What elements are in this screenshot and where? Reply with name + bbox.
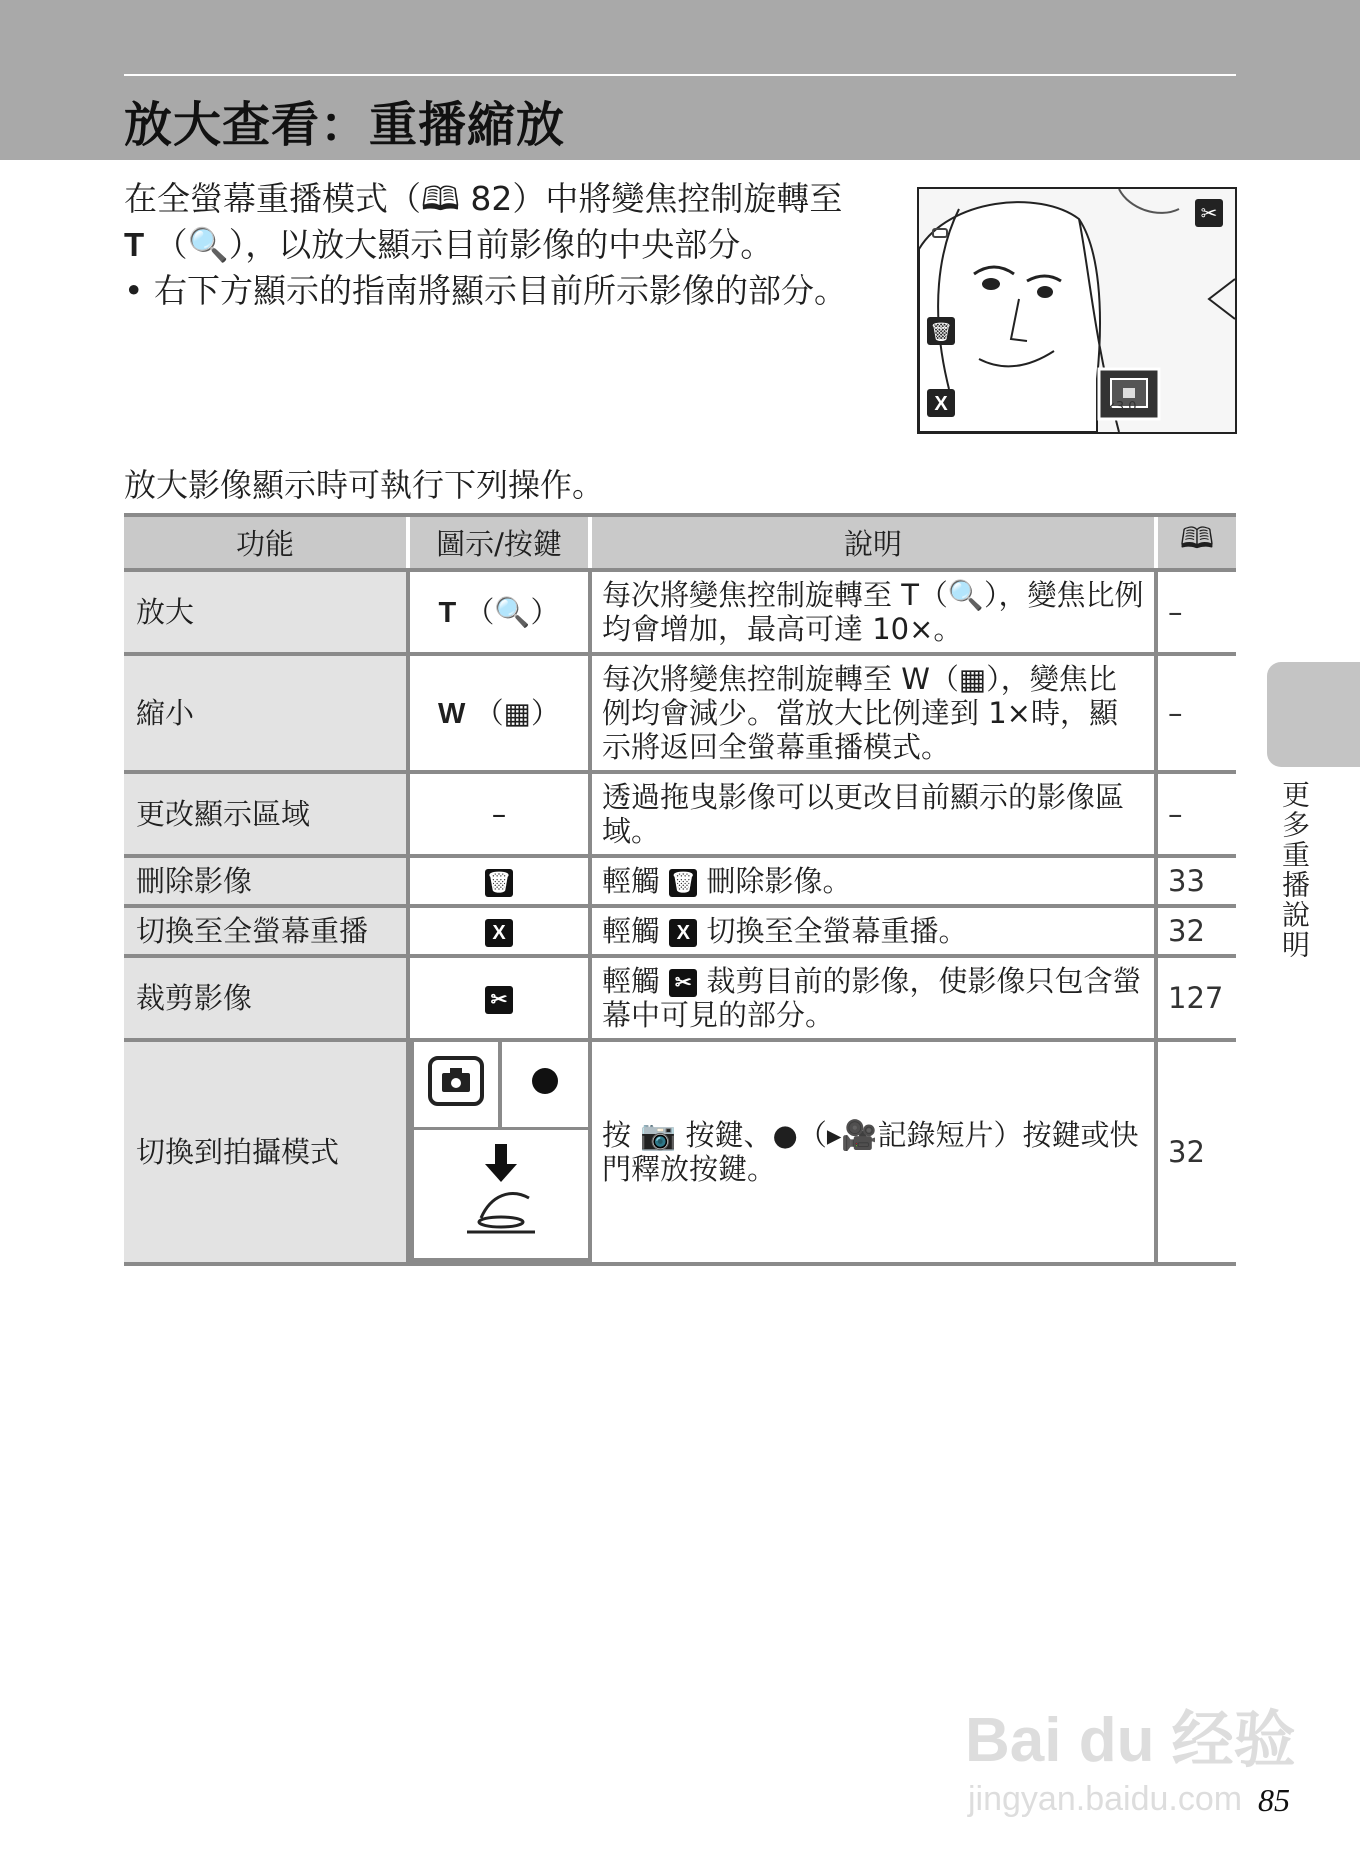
- delete-icon[interactable]: 🗑: [485, 869, 513, 897]
- watermark-url: jingyan.baidu.com: [968, 1780, 1243, 1818]
- row-icon: [408, 654, 590, 772]
- row-description: 每次將變焦控制旋轉至 T（🔍），變焦比例均會增加，最高可達 10×。: [590, 570, 1156, 654]
- svg-text:✂: ✂: [1200, 201, 1218, 225]
- thumbnail-icon: （▦）: [474, 695, 560, 730]
- row-function: 更改顯示區域: [124, 772, 408, 856]
- row-function: 放大: [124, 570, 408, 654]
- section-side-tab[interactable]: [1267, 662, 1360, 767]
- row-function: 刪除影像: [124, 856, 408, 906]
- full-frame-icon: X: [669, 919, 697, 947]
- record-button-cell: [500, 1042, 588, 1128]
- intro-bullet-text: 右下方顯示的指南將顯示目前所示影像的部分。: [154, 271, 847, 310]
- table-row: [124, 906, 1236, 956]
- intro-text: [124, 176, 874, 314]
- table-row: [124, 772, 1236, 856]
- zoom-out-key: W: [438, 697, 466, 730]
- shooting-controls-icons: [410, 1042, 588, 1262]
- row-description: [590, 956, 1156, 1040]
- row-reference: –: [1156, 570, 1236, 654]
- svg-text:🗑: 🗑: [929, 322, 953, 343]
- section-side-label: 更多重播說明: [1278, 780, 1311, 960]
- table-row: [124, 856, 1236, 906]
- header-rule: [124, 74, 1236, 76]
- table-row: [124, 956, 1236, 1040]
- intro-bullet: [124, 268, 874, 314]
- header-function: 功能: [124, 515, 408, 570]
- shutter-release-icon: [461, 1140, 541, 1240]
- row-reference: 127: [1156, 956, 1236, 1040]
- page-title: 放大查看：重播縮放: [124, 97, 566, 153]
- row-description: [590, 856, 1156, 906]
- row-icon: [408, 956, 590, 1040]
- header-icon-button: 圖示/按鍵: [408, 515, 590, 570]
- crop-icon[interactable]: ✂: [485, 986, 513, 1014]
- row-function: 切換至全螢幕重播: [124, 906, 408, 956]
- row-reference: –: [1156, 654, 1236, 772]
- row-reference: 33: [1156, 856, 1236, 906]
- zoom-key-t: T: [124, 226, 145, 263]
- row-description: 透過拖曳影像可以更改目前顯示的影像區域。: [590, 772, 1156, 856]
- svg-text:X: X: [934, 393, 948, 415]
- watermark-logo: Bai du 经验: [965, 1706, 1296, 1775]
- camera-mode-icon: [427, 1055, 485, 1107]
- desc-suffix: 切換至全螢幕重播。: [706, 914, 968, 948]
- row-reference: 32: [1156, 1040, 1236, 1264]
- row-description: [590, 906, 1156, 956]
- header-reference-icon: 🕮: [1156, 515, 1236, 570]
- zoomed-playback-preview: [917, 187, 1237, 434]
- intro-line-2-text: （🔍），以放大顯示目前影像的中央部分。: [154, 225, 774, 264]
- full-frame-icon[interactable]: X: [485, 919, 513, 947]
- intro-line-2: [124, 222, 874, 268]
- row-icon: [408, 1040, 590, 1264]
- delete-icon: 🗑: [669, 869, 697, 897]
- desc-suffix: 刪除影像。: [706, 864, 852, 898]
- row-description: 按 📷 按鍵、●（▸🎥記錄短片）按鍵或快門釋放按鍵。: [590, 1040, 1156, 1264]
- row-reference: –: [1156, 772, 1236, 856]
- row-function: 裁剪影像: [124, 956, 408, 1040]
- desc-suffix: 裁剪目前的影像，使影像只包含螢幕中可見的部分。: [602, 964, 1142, 1032]
- row-icon: –: [408, 772, 590, 856]
- table-header-row: [124, 515, 1236, 570]
- zoom-in-key: T: [438, 596, 457, 629]
- magnify-icon: （🔍）: [465, 594, 560, 629]
- table-row: [124, 654, 1236, 772]
- row-icon: [408, 906, 590, 956]
- shutter-cell: [412, 1128, 588, 1260]
- intro-line-1: 在全螢幕重播模式（🕮 82）中將變焦控制旋轉至: [124, 179, 843, 218]
- row-icon: [408, 570, 590, 654]
- crop-icon: ✂: [669, 969, 697, 997]
- zoom-ratio-label: ×3.0: [1105, 400, 1137, 415]
- desc-prefix: 輕觸: [602, 864, 661, 898]
- header-description: 說明: [590, 515, 1156, 570]
- table-row: [124, 1040, 1236, 1264]
- row-icon: [408, 856, 590, 906]
- bullet-icon: •: [124, 271, 144, 310]
- row-function: 縮小: [124, 654, 408, 772]
- table-row: [124, 570, 1236, 654]
- operations-lead: 放大影像顯示時可執行下列操作。: [124, 466, 605, 504]
- row-function: 切換到拍攝模式: [124, 1040, 408, 1264]
- preview-illustration: [919, 189, 1235, 432]
- page-number: 85: [1258, 1782, 1290, 1818]
- desc-prefix: 輕觸: [602, 914, 661, 948]
- operations-table: [124, 513, 1236, 1266]
- desc-prefix: 輕觸: [602, 964, 661, 998]
- row-reference: 32: [1156, 906, 1236, 956]
- movie-record-icon: [530, 1066, 560, 1096]
- camera-mode-cell: [412, 1042, 500, 1128]
- row-description: 每次將變焦控制旋轉至 W（▦），變焦比例均會減少。當放大比例達到 1×時，顯示將返回全螢幕重播模式。: [590, 654, 1156, 772]
